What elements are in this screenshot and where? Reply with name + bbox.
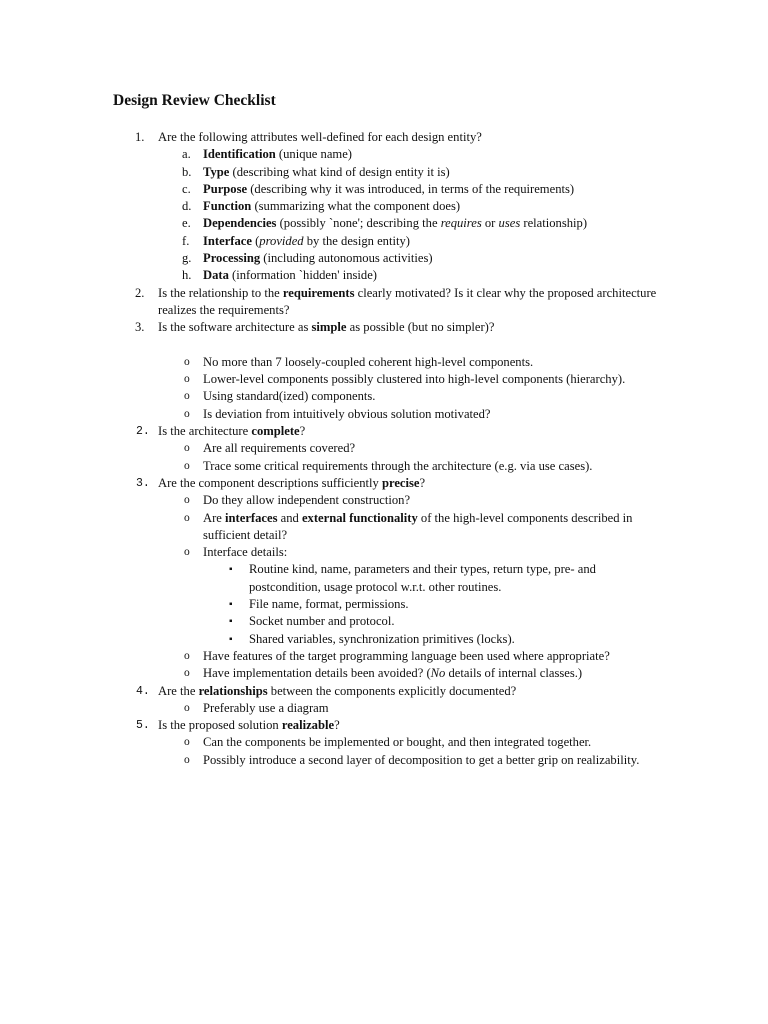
text-segment: details of internal classes.) xyxy=(445,666,583,681)
checklist-item-level-3 xyxy=(0,596,768,613)
checklist-item-level-2 xyxy=(0,388,768,405)
list-item-text xyxy=(249,631,659,648)
list-marker: o xyxy=(184,459,190,472)
text-segment: Interface details: xyxy=(203,545,288,560)
text-segment: No more than 7 loosely-coupled coherent high-level components. xyxy=(203,354,534,369)
list-item-text xyxy=(249,613,659,630)
list-item-text xyxy=(203,233,658,250)
list-item-text xyxy=(158,475,658,492)
bold-text: Purpose xyxy=(203,181,248,196)
bold-text: relationships xyxy=(198,683,268,698)
bold-text: requirements xyxy=(282,285,355,300)
list-item-text xyxy=(203,198,658,215)
text-segment: Are the component descriptions sufficiently xyxy=(158,475,382,490)
checklist-item-level-1 xyxy=(0,285,768,320)
list-item-text xyxy=(203,371,658,388)
list-marker: o xyxy=(184,442,190,455)
checklist-item-level-2 xyxy=(0,181,768,198)
list-marker: 4. xyxy=(136,684,150,698)
checklist-item-level-2 xyxy=(0,510,768,545)
checklist-item-level-2 xyxy=(0,458,768,475)
list-item-text xyxy=(158,285,658,320)
list-item-text xyxy=(203,734,658,751)
list-item-text xyxy=(203,665,658,682)
list-item-text xyxy=(158,683,658,700)
text-segment: Are xyxy=(203,510,226,525)
text-segment: Have features of the target programming language been used where appropriate? xyxy=(203,648,610,663)
text-segment: Can the components be implemented or bought, and then integrated together. xyxy=(203,735,592,750)
checklist-item-level-3 xyxy=(0,613,768,630)
list-marker: o xyxy=(184,390,190,403)
bold-text: realizable xyxy=(281,718,335,733)
list-item-text xyxy=(203,544,658,561)
list-marker: f. xyxy=(182,233,190,248)
checklist-item-level-1 xyxy=(0,423,768,440)
text-segment: by the design entity) xyxy=(303,233,410,248)
bold-text: Type xyxy=(203,164,230,179)
text-segment: or xyxy=(481,216,499,231)
list-marker: o xyxy=(184,667,190,680)
list-marker: o xyxy=(184,753,190,766)
bold-text: complete xyxy=(251,424,300,439)
checklist-item-level-1 xyxy=(0,683,768,700)
text-segment: ? xyxy=(334,718,340,733)
checklist-item-level-2 xyxy=(0,164,768,181)
list-item-text xyxy=(203,406,658,423)
list-marker: e. xyxy=(182,216,191,231)
list-marker: b. xyxy=(182,164,192,179)
list-item-text xyxy=(203,510,658,545)
list-marker: o xyxy=(184,701,190,714)
text-segment: File name, format, permissions. xyxy=(249,597,409,612)
list-marker: o xyxy=(184,407,190,420)
text-segment: as possible (but no simpler)? xyxy=(346,320,495,335)
text-segment: ( xyxy=(251,233,260,248)
list-marker: o xyxy=(184,736,190,749)
text-segment: ? xyxy=(419,475,426,490)
list-item-text xyxy=(249,596,659,613)
bold-text: interfaces xyxy=(225,510,278,525)
text-segment: clearly motivated? Is it clear why the proposed architecture realizes the requirements? xyxy=(158,285,657,317)
text-segment: Is the proposed solution xyxy=(158,718,282,733)
list-item-text xyxy=(203,492,658,509)
checklist-item-level-2 xyxy=(0,734,768,751)
list-item-text xyxy=(249,561,659,596)
checklist-item-level-2 xyxy=(0,233,768,250)
checklist-item-level-2 xyxy=(0,752,768,769)
list-item-text xyxy=(203,388,658,405)
list-marker: ▪ xyxy=(229,633,233,645)
list-marker: o xyxy=(184,494,190,507)
list-item-text xyxy=(203,648,658,665)
text-segment: Are the following attributes well-defined for each design entity? xyxy=(158,130,482,144)
list-item-text xyxy=(203,440,658,457)
text-segment: Is deviation from intuitively obvious solution motivated? xyxy=(203,406,491,421)
list-marker: 5. xyxy=(136,719,150,733)
list-marker: o xyxy=(184,511,190,524)
checklist xyxy=(0,129,768,769)
list-item-text xyxy=(203,250,658,267)
bold-text: Dependencies xyxy=(203,216,277,231)
list-item-text xyxy=(203,458,658,475)
checklist-item-level-1 xyxy=(0,717,768,734)
list-marker: o xyxy=(184,373,190,386)
text-segment: (including autonomous activities) xyxy=(260,251,433,266)
list-marker: c. xyxy=(182,181,191,196)
blank-line xyxy=(0,337,768,354)
list-item-text xyxy=(203,146,658,163)
checklist-item-level-2 xyxy=(0,492,768,509)
checklist-item-level-2 xyxy=(0,198,768,215)
text-segment: (possibly `none'; describing the xyxy=(276,216,441,231)
list-marker: a. xyxy=(182,147,191,162)
checklist-item-level-2 xyxy=(0,267,768,284)
bold-text: Data xyxy=(203,268,229,283)
list-marker: 2. xyxy=(136,425,150,439)
text-segment: relationship) xyxy=(520,216,588,231)
checklist-item-level-2 xyxy=(0,544,768,561)
bold-text: Function xyxy=(203,199,252,214)
list-marker: 3. xyxy=(136,476,150,490)
checklist-item-level-1 xyxy=(0,319,768,336)
italic-text: uses xyxy=(498,216,521,231)
text-segment: Socket number and protocol. xyxy=(249,614,395,629)
text-segment: Shared variables, synchronization primitives (locks). xyxy=(249,631,515,646)
text-segment: Using standard(ized) components. xyxy=(203,389,376,404)
list-marker: o xyxy=(184,546,190,559)
checklist-item-level-2 xyxy=(0,146,768,163)
list-marker: ▪ xyxy=(229,616,233,628)
checklist-item-level-2 xyxy=(0,215,768,232)
list-item-text xyxy=(158,319,658,336)
text-segment: (information `hidden' inside) xyxy=(228,268,378,283)
text-segment: (describing why it was introduced, in terms of the requirements) xyxy=(247,181,575,196)
list-marker: o xyxy=(184,355,190,368)
text-segment: Routine kind, name, parameters and their types, return type, pre- and postcondition, usage protocol w.r.t. other routines. xyxy=(249,562,596,594)
list-marker: o xyxy=(184,649,190,662)
document-title: Design Review Checklist xyxy=(113,92,276,109)
text-segment: between the components explicitly documented? xyxy=(267,683,517,698)
text-segment: Is the relationship to the xyxy=(158,285,283,300)
text-segment: of the high-level components described in sufficient detail? xyxy=(203,510,633,542)
text-segment: Possibly introduce a second layer of decomposition to get a better grip on realizability. xyxy=(203,752,640,767)
list-item-text xyxy=(203,164,658,181)
list-marker: ▪ xyxy=(229,564,233,576)
list-item-text xyxy=(203,181,658,198)
text-segment: (unique name) xyxy=(275,147,352,162)
text-segment: Is the software architecture as xyxy=(158,320,312,335)
text-segment: Are the xyxy=(158,683,199,698)
text-segment: Preferably use a diagram xyxy=(203,700,329,715)
text-segment: Do they allow independent construction? xyxy=(203,493,411,508)
bold-text: external functionality xyxy=(301,510,418,525)
bold-text: simple xyxy=(311,320,347,335)
list-marker: 2. xyxy=(135,285,145,300)
text-segment: (summarizing what the component does) xyxy=(251,199,461,214)
checklist-item-level-2 xyxy=(0,371,768,388)
checklist-item-level-2 xyxy=(0,440,768,457)
list-item-text xyxy=(158,423,658,440)
italic-text: requires xyxy=(440,216,482,231)
text-segment: Are all requirements covered? xyxy=(203,441,356,456)
bold-text: Processing xyxy=(203,251,261,266)
bold-text: Identification xyxy=(203,147,276,162)
checklist-item-level-2 xyxy=(0,354,768,371)
text-segment: Is the architecture xyxy=(158,424,252,439)
checklist-item-level-3 xyxy=(0,631,768,648)
checklist-item-level-2 xyxy=(0,648,768,665)
checklist-item-level-2 xyxy=(0,406,768,423)
list-item-text xyxy=(203,700,658,717)
list-marker: 3. xyxy=(135,320,145,335)
list-item-text xyxy=(203,267,658,284)
list-marker: d. xyxy=(182,199,192,214)
text-segment: Trace some critical requirements through the architecture (e.g. via use cases). xyxy=(203,458,593,473)
list-marker: h. xyxy=(182,268,192,283)
list-marker: 1. xyxy=(135,130,145,144)
text-segment: Have implementation details been avoided? ( xyxy=(203,666,431,681)
text-segment: ? xyxy=(299,424,306,439)
checklist-item-level-1 xyxy=(0,475,768,492)
list-item-text xyxy=(203,215,658,232)
checklist-item-level-1 xyxy=(0,129,768,146)
italic-text: provided xyxy=(259,233,304,248)
text-segment: and xyxy=(277,510,302,525)
italic-text: No xyxy=(430,666,446,681)
list-item-text xyxy=(158,717,658,734)
checklist-item-level-2 xyxy=(0,250,768,267)
list-marker: ▪ xyxy=(229,599,233,611)
list-item-text xyxy=(203,354,658,371)
text-segment: (describing what kind of design entity it is) xyxy=(229,164,450,179)
bold-text: Interface xyxy=(203,233,252,248)
checklist-item-level-2 xyxy=(0,700,768,717)
checklist-item-level-3 xyxy=(0,561,768,596)
checklist-item-level-2 xyxy=(0,665,768,682)
list-item-text xyxy=(203,752,658,769)
list-item-text xyxy=(158,129,658,146)
text-segment: Lower-level components possibly clustered into high-level components (hierarchy). xyxy=(203,372,626,387)
list-marker: g. xyxy=(182,251,192,266)
bold-text: precise xyxy=(381,475,420,490)
